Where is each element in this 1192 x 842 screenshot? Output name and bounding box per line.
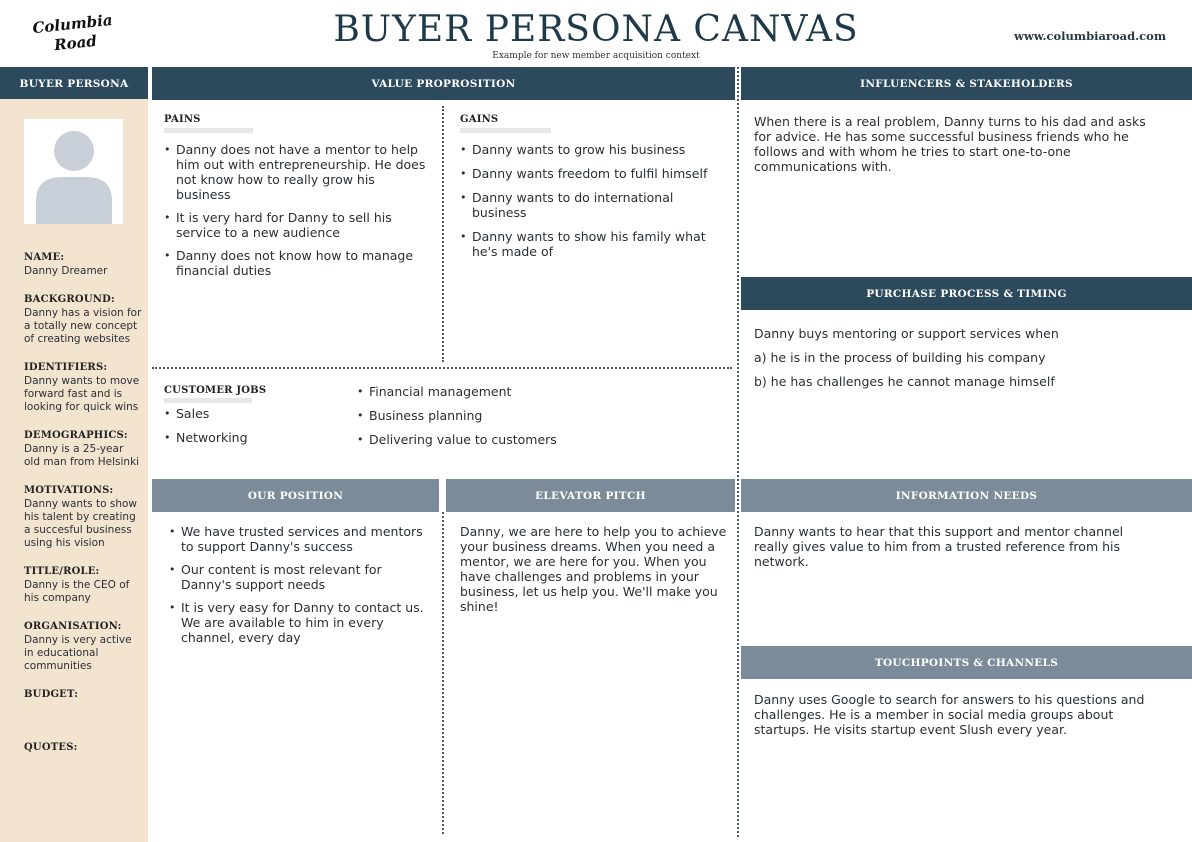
persona-demographics: DEMOGRAPHICS: Danny is a 25-year old man from Helsinki: [24, 430, 140, 468]
pains-underline: [164, 128, 253, 133]
persona-organisation: ORGANISATION: Danny is very active in educational communities: [24, 621, 132, 672]
list-item: • Danny does not know how to manage financial duties: [164, 248, 429, 278]
list-item: • Our content is most relevant for Danny's support needs: [169, 562, 431, 592]
list-item: • Networking: [164, 430, 344, 445]
list-item: • Danny wants to do international business: [460, 190, 725, 220]
person-placeholder-icon: [24, 119, 123, 224]
divider-main-right: [737, 67, 739, 837]
list-item: • Business planning: [357, 408, 727, 423]
customer-jobs-label: CUSTOMER JOBS: [164, 385, 267, 396]
gains-label: GAINS: [460, 114, 499, 125]
website-link[interactable]: www.columbiaroad.com: [1013, 29, 1166, 43]
customer-jobs-list-1: [164, 406, 344, 445]
header-purchase-process: PURCHASE PROCESS & TIMING: [741, 277, 1192, 310]
list-item: • Financial management: [357, 384, 727, 399]
touchpoints-text: Danny uses Google to search for answers to his questions and challenges. He is a member in social media groups about startups. He visits startup event Slush every year.: [754, 692, 1145, 737]
persona-motivations: MOTIVATIONS: Danny wants to show his talent by creating a succesful business using his vision: [24, 485, 137, 549]
persona-budget: BUDGET:: [24, 689, 79, 700]
header-elevator-pitch: ELEVATOR PITCH: [446, 479, 735, 512]
header-buyer-persona: BUYER PERSONA: [0, 67, 148, 100]
list-item: • Delivering value to customers: [357, 432, 727, 447]
list-item: • We have trusted services and mentors to support Danny's success: [169, 524, 431, 554]
list-item: • Danny wants to show his family what he's made of: [460, 229, 725, 259]
list-item: • Sales: [164, 406, 344, 421]
pains-label: PAINS: [164, 114, 201, 125]
elevator-pitch-text: Danny, we are here to help you to achieve your business dreams. When you need a mentor, we are here for you. When you have challenges and problems in your business, let us help you. We'll make you shine!: [460, 524, 727, 614]
gains-underline: [460, 128, 551, 133]
list-item: • Danny wants freedom to fulfil himself: [460, 166, 725, 181]
divider-pains-gains: [442, 106, 444, 362]
list-item: • It is very hard for Danny to sell his service to a new audience: [164, 210, 429, 240]
header-influencers: INFLUENCERS & STAKEHOLDERS: [741, 67, 1192, 100]
customer-jobs-list-2: [357, 384, 727, 447]
persona-identifiers: IDENTIFIERS: Danny wants to move forward fast and is looking for quick wins: [24, 362, 140, 413]
columbia-road-logo: [31, 10, 114, 56]
divider-position-pitch: [442, 512, 444, 834]
gains-list: [460, 142, 725, 259]
our-position-list: [169, 524, 431, 645]
customer-jobs-underline: [164, 398, 252, 403]
page-subtitle: Example for new member acquisition context: [492, 51, 700, 61]
purchase-option-a: a) he is in the process of building his company: [754, 350, 1046, 365]
header-information-needs: INFORMATION NEEDS: [741, 479, 1192, 512]
persona-title-role: TITLE/ROLE: Danny is the CEO of his company: [24, 566, 130, 604]
svg-text:Columbia: Columbia: [31, 10, 114, 38]
information-needs-text: Danny wants to hear that this support and mentor channel really gives value to him from a trusted reference from his network.: [754, 524, 1124, 569]
purchase-intro: Danny buys mentoring or support services when: [754, 326, 1059, 341]
persona-name: NAME: Danny Dreamer: [24, 252, 108, 277]
persona-background: BACKGROUND: Danny has a vision for a totally new concept of creating websites: [24, 294, 142, 345]
page-title: BUYER PERSONA CANVAS: [333, 9, 859, 50]
purchase-option-b: b) he has challenges he cannot manage himself: [754, 374, 1055, 389]
svg-text:Road: Road: [53, 31, 98, 55]
header-touchpoints: TOUCHPOINTS & CHANNELS: [741, 646, 1192, 679]
list-item: • Danny does not have a mentor to help him out with entrepreneurship. He does not know how to really grow his business: [164, 142, 429, 202]
persona-quotes: QUOTES:: [24, 742, 78, 753]
influencers-text: When there is a real problem, Danny turns to his dad and asks for advice. He has some successful business friends who he follows and with whom he tries to start one-to-one communications with.: [754, 114, 1146, 174]
divider-value-jobs: [152, 367, 732, 369]
list-item: • It is very easy for Danny to contact us. We are available to him in every channel, every day: [169, 600, 431, 645]
header-our-position: OUR POSITION: [152, 479, 439, 512]
list-item: • Danny wants to grow his business: [460, 142, 725, 157]
header-value-proposition: VALUE PROPROSITION: [152, 67, 735, 100]
pains-list: [164, 142, 429, 278]
